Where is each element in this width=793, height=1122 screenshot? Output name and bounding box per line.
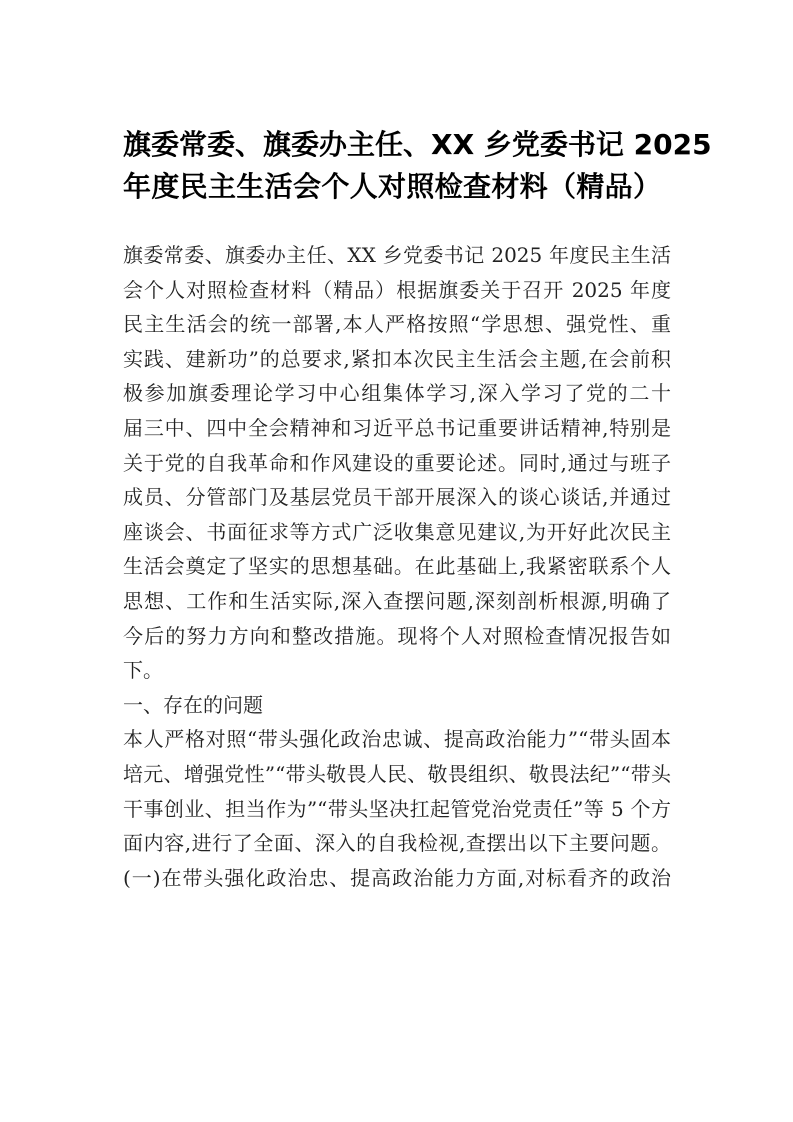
body-text-line: 极参加旗委理论学习中心组集体学习,深入学习了党的二十	[123, 381, 671, 406]
body-text-line: 生活会奠定了坚实的思想基础。在此基础上,我紧密联系个人	[123, 554, 671, 579]
body-text-line: (一)在带头强化政治忠、提高政治能力方面,对标看齐的政治	[123, 865, 671, 890]
body-text-line: 届三中、四中全会精神和习近平总书记重要讲话精神,特别是	[123, 415, 671, 440]
body-text-line: 培元、增强党性”“带头敬畏人民、敬畏组织、敬畏法纪”“带头	[123, 761, 671, 786]
title-line-1: 旗委常委、旗委办主任、XX 乡党委书记 2025	[123, 128, 712, 161]
body-text-line: 成员、分管部门及基层党员干部开展深入的谈心谈话,并通过	[123, 485, 671, 510]
body-text-line: 思想、工作和生活实际,深入查摆问题,深刻剖析根源,明确了	[123, 588, 671, 613]
body-text-line: 干事创业、担当作为”“带头坚决扛起管党治党责任”等 5 个方	[123, 796, 671, 821]
body-text-line: 面内容,进行了全面、深入的自我检视,查摆出以下主要问题。	[123, 831, 671, 856]
body-text-line: 民主生活会的统一部署,本人严格按照“学思想、强党性、重	[123, 312, 671, 337]
body-text-line: 本人严格对照“带头强化政治忠诚、提高政治能力”“带头固本	[123, 727, 671, 752]
body-text-line: 实践、建新功”的总要求,紧扣本次民主生活会主题,在会前积	[123, 346, 671, 371]
title-line-2: 年度民主生活会个人对照检查材料（精品）	[123, 170, 661, 203]
body-text-line: 旗委常委、旗委办主任、XX 乡党委书记 2025 年度民主生活	[123, 243, 671, 267]
document-body	[123, 238, 671, 895]
body-text-line: 会个人对照检查材料（精品）根据旗委关于召开 2025 年度	[123, 277, 671, 302]
body-text-line: 今后的努力方向和整改措施。现将个人对照检查情况报告如	[123, 623, 671, 648]
body-text-line: 下。	[123, 658, 163, 683]
body-text-line: 关于党的自我革命和作风建设的重要论述。同时,通过与班子	[123, 450, 671, 475]
section-heading: 一、存在的问题	[123, 692, 263, 717]
body-text-line: 座谈会、书面征求等方式广泛收集意见建议,为开好此次民主	[123, 519, 671, 544]
